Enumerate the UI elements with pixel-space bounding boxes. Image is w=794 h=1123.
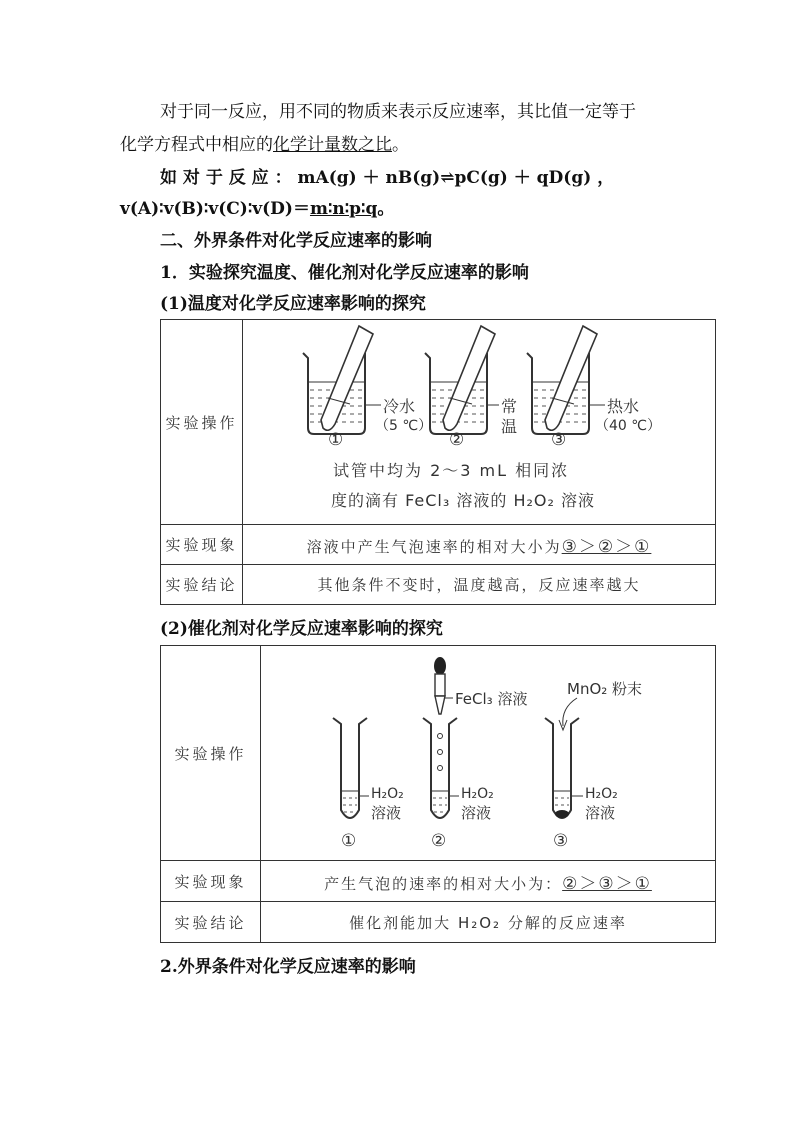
- intro-line-2: [120, 130, 409, 155]
- intro-line-1: 对于同一反应，用不同的物质来表示反应速率，其比值一定等于: [160, 102, 636, 122]
- beaker-1-temp: （5 ℃）: [375, 418, 433, 434]
- temp-phen-cell: [243, 525, 716, 565]
- beaker-1: [303, 326, 381, 434]
- rate-ratio-answer: m∶n∶p∶q: [309, 199, 378, 219]
- beaker-3-number: ③: [551, 430, 567, 450]
- temp-conc-text: 其他条件不变时，温度越高，反应速率越大: [243, 565, 716, 605]
- rate-ratio-line: [120, 194, 394, 219]
- cat-op-label: 实验操作: [161, 646, 261, 861]
- beaker-2-label-a: 常: [501, 397, 518, 416]
- intro-line-2-suffix: 。: [392, 135, 409, 155]
- beaker-2-number: ②: [449, 430, 465, 450]
- temp-phen-answer: ③＞②＞①: [561, 537, 652, 557]
- cat-conc-label: 实验结论: [161, 902, 261, 943]
- test-tube-3: [545, 698, 583, 818]
- tube-3-solution: 溶液: [585, 804, 616, 822]
- temp-caption-2: 度的滴有 FeCl₃ 溶液的 H₂O₂ 溶液: [331, 491, 596, 510]
- reaction-equation: 如 对 于 反 应 ： mA(g) ＋ nB(g)⇌pC(g) ＋ qD(g) ，: [160, 168, 615, 188]
- temp-op-figure: [243, 320, 716, 525]
- section-2-heading: 二、外界条件对化学反应速率的影响: [160, 231, 432, 251]
- beaker-3: [527, 326, 605, 434]
- tube-2-solution: 溶液: [461, 804, 492, 822]
- temp-caption-1: 试管中均为 2～3 mL 相同浓: [333, 461, 570, 480]
- rate-ratio-suffix: 。: [377, 199, 395, 219]
- cat-phen-label: 实验现象: [161, 861, 261, 902]
- beaker-3-label: 热水: [607, 397, 640, 416]
- tube-3-number: ③: [553, 831, 569, 851]
- cat-op-figure: [261, 646, 716, 861]
- temperature-heading: (1)温度对化学反应速率影响的探究: [160, 294, 426, 314]
- tube-1-h2o2: H₂O₂: [371, 786, 404, 802]
- cat-phen-cell: [261, 861, 716, 902]
- temp-conc-label: 实验结论: [161, 565, 243, 605]
- beaker-3-temp: （40 ℃）: [595, 418, 661, 434]
- temperature-table: [160, 319, 716, 605]
- tube-1-number: ①: [341, 831, 357, 851]
- test-tube-1: [333, 718, 369, 818]
- dropper: [434, 657, 453, 714]
- test-tube-2: [423, 718, 459, 818]
- fecl3-label: FeCl₃ 溶液: [455, 690, 528, 708]
- beaker-2-label-b: 温: [501, 417, 518, 436]
- tube-3-h2o2: H₂O₂: [585, 786, 618, 802]
- tube-2-number: ②: [431, 831, 447, 851]
- cat-phen-answer: ②＞③＞①: [562, 873, 652, 894]
- catalyst-heading: (2)催化剂对化学反应速率影响的探究: [160, 619, 443, 639]
- subsection-2-heading: 2.外界条件对化学反应速率的影响: [160, 957, 416, 977]
- cat-conc-text: 催化剂能加大 H₂O₂ 分解的反应速率: [261, 902, 716, 943]
- beaker-1-label: 冷水: [383, 397, 416, 416]
- rate-ratio-prefix: v(A)∶v(B)∶v(C)∶v(D)＝: [120, 199, 310, 219]
- mno2-label: MnO₂ 粉末: [567, 680, 643, 698]
- subsection-1-heading: 1．实验探究温度、催化剂对化学反应速率的影响: [160, 263, 529, 283]
- beaker-2: [425, 326, 499, 434]
- catalyst-table: [160, 645, 716, 943]
- temp-op-label: 实验操作: [161, 320, 243, 525]
- tube-2-h2o2: H₂O₂: [461, 786, 494, 802]
- cat-phen-prefix: 产生气泡的速率的相对大小为：: [324, 874, 563, 893]
- intro-line-2-prefix: 化学方程式中相应的: [120, 135, 273, 155]
- tube-1-solution: 溶液: [371, 804, 402, 822]
- temp-phen-prefix: 溶液中产生气泡速率的相对大小为: [306, 538, 562, 556]
- ratio-answer: 化学计量数之比: [273, 135, 392, 155]
- test-tube-diagram: [261, 646, 715, 856]
- temp-phen-label: 实验现象: [161, 525, 243, 565]
- beaker-1-number: ①: [328, 430, 344, 450]
- beaker-diagram: [243, 320, 715, 520]
